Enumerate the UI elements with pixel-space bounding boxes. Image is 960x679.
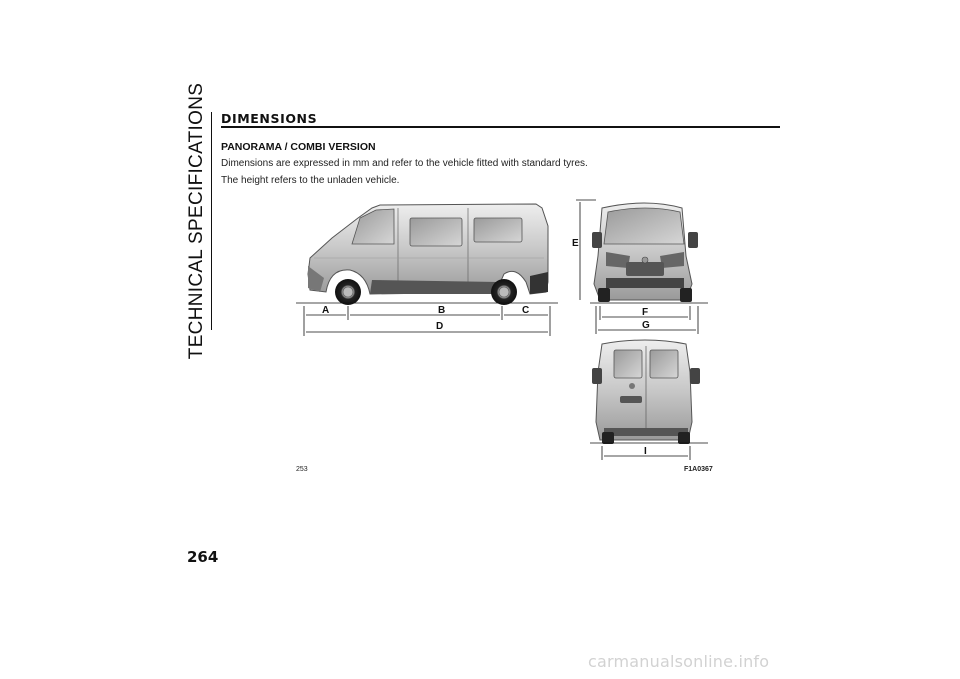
paragraph-dimensions: Dimensions are expressed in mm and refer to the vehicle fitted with standard tyres. [221, 158, 588, 169]
page-number: 264 [187, 548, 219, 566]
dimension-label-f: F [642, 307, 649, 318]
subtitle: PANORAMA / COMBI VERSION [221, 141, 376, 153]
van-front-view [592, 203, 698, 302]
dimensions-figure [290, 196, 720, 466]
dimension-label-c: C [522, 305, 530, 316]
van-rear-view [592, 340, 700, 444]
side-section-label-text: TECHNICAL SPECIFICATIONS [186, 82, 207, 360]
figure-number: 253 [296, 466, 308, 473]
figure-code: F1A0367 [684, 466, 713, 473]
dimension-label-a: A [322, 305, 330, 316]
section-title: DIMENSIONS [221, 111, 318, 126]
side-section-label [185, 82, 209, 360]
dimension-label-e: E [572, 238, 579, 249]
paragraph-height: The height refers to the unladen vehicle. [221, 175, 400, 186]
van-side-view [308, 204, 548, 305]
watermark: carmanualsonline.info [588, 652, 770, 671]
dimension-label-d: D [436, 321, 444, 332]
title-rule [221, 126, 780, 128]
dimension-label-b: B [438, 305, 446, 316]
dimension-label-i: I [644, 446, 647, 457]
side-rule [211, 112, 212, 330]
dimension-label-g: G [642, 320, 650, 331]
